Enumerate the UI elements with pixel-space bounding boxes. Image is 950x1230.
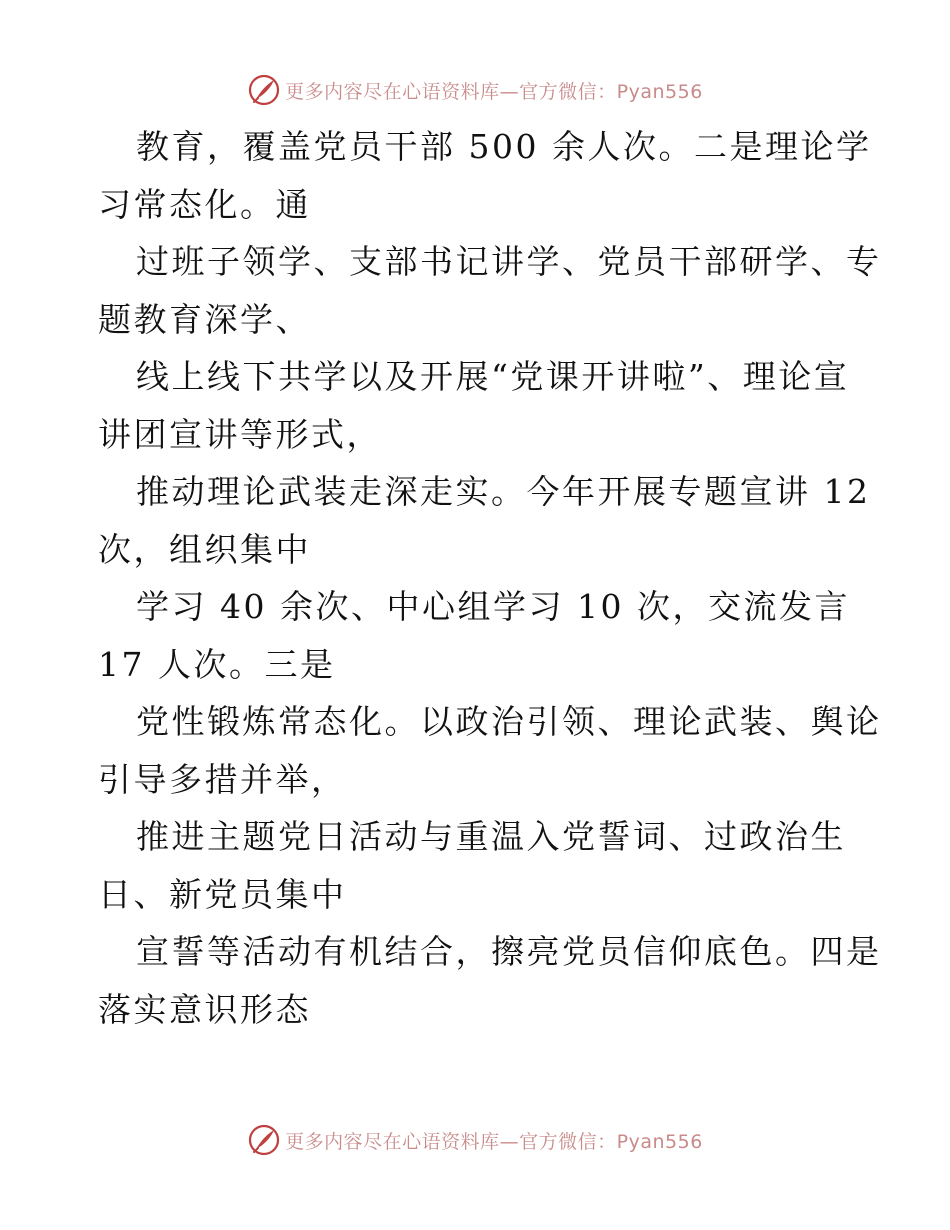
header-watermark	[0, 70, 950, 110]
body-line: 学习 40 余次、中心组学习 10 次，交流发言	[136, 587, 850, 626]
body-line: 题教育深学、	[98, 299, 311, 339]
feather-pen-logo-icon	[247, 73, 281, 107]
body-line: 习常态化。通	[98, 184, 311, 224]
body-line: 落实意识形态	[98, 989, 311, 1029]
body-line: 教育，覆盖党员干部 500 余人次。二是理论学	[136, 127, 872, 166]
body-line: 推进主题党日活动与重温入党誓词、过政治生	[136, 817, 846, 856]
body-line: 党性锻炼常态化。以政治引领、理论武装、舆论	[136, 702, 882, 741]
body-line: 17 人次。三是	[98, 644, 336, 684]
body-line: 讲团宣讲等形式，	[98, 414, 382, 454]
body-line: 线上线下共学以及开展“党课开讲啦”、理论宣	[136, 357, 850, 396]
watermark-text: 更多内容尽在心语资料库—官方微信：Pyan556	[285, 1130, 703, 1153]
body-line: 日、新党员集中	[98, 874, 347, 914]
body-line: 宣誓等活动有机结合，擦亮党员信仰底色。四是	[136, 932, 882, 971]
watermark-text: 更多内容尽在心语资料库—官方微信：Pyan556	[285, 80, 703, 103]
feather-pen-logo-icon	[247, 1123, 281, 1157]
body-line: 引导多措并举，	[98, 759, 347, 799]
footer-watermark	[0, 1120, 950, 1160]
body-line: 过班子领学、支部书记讲学、党员干部研学、专	[136, 242, 882, 281]
body-line: 推动理论武装走深走实。今年开展专题宣讲 12	[136, 472, 871, 511]
document-body	[98, 118, 882, 1038]
body-line: 次，组织集中	[98, 529, 311, 569]
